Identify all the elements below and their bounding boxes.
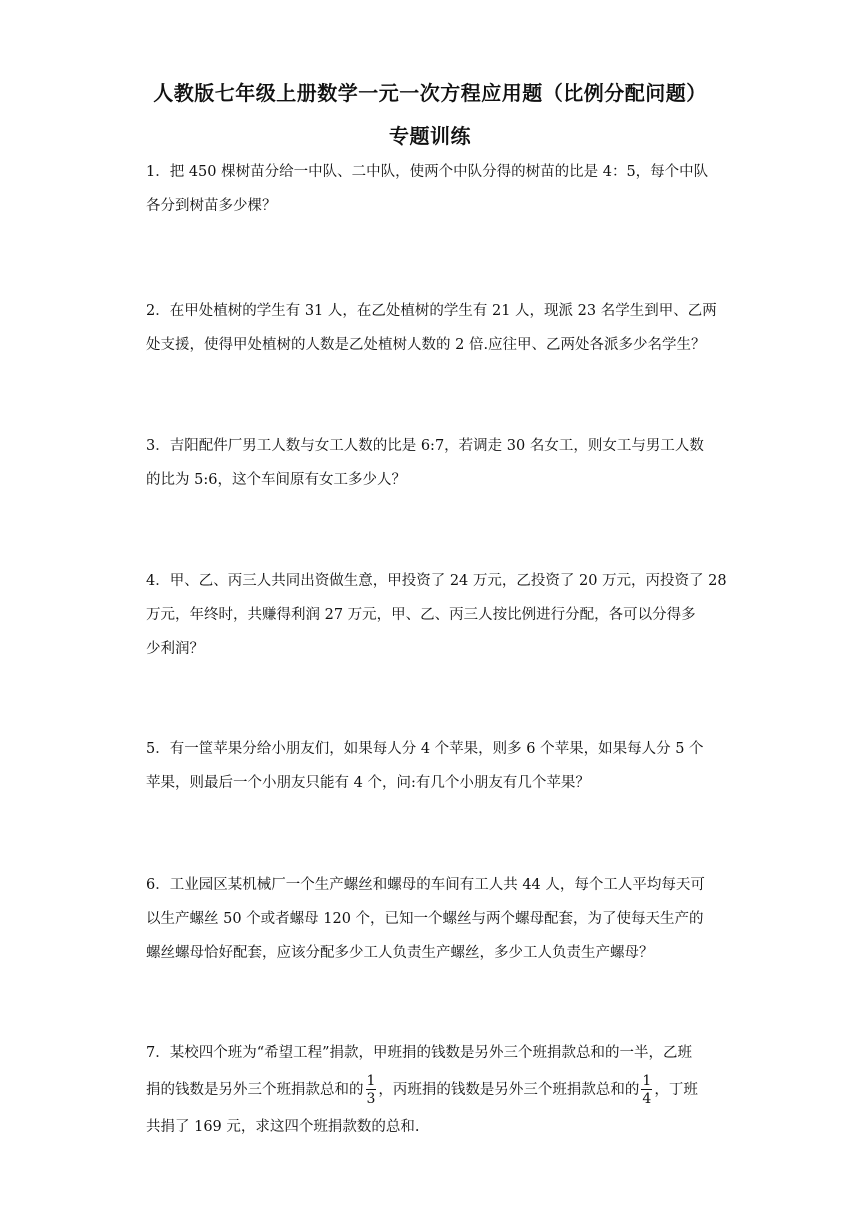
question-6 (146, 868, 716, 970)
fraction-numerator: 1 (366, 1073, 376, 1089)
question-2-line-2: 处支援，使得甲处植树的人数是乙处植树人数的 2 倍.应往甲、乙两处各派多少名学生？ (146, 337, 706, 353)
question-6-line-3: 螺丝螺母恰好配套，应该分配多少工人负责生产螺丝，多少工人负责生产螺母？ (146, 945, 654, 961)
question-5 (146, 732, 716, 800)
question-4-line-2: 万元，年终时，共赚得利润 27 万元，甲、乙、丙三人按比例进行分配，各可以分得多 (146, 607, 696, 623)
question-2 (146, 294, 716, 362)
fraction-denominator: 3 (366, 1091, 376, 1107)
question-1-line-1: 1．把 450 棵树苗分给一中队、二中队，使两个中队分得的树苗的比是 4：5，每个中队 (146, 164, 709, 180)
fraction-one-third (366, 1074, 377, 1106)
question-7-line-2-part-c: ，丁班 (654, 1082, 698, 1098)
question-3-line-1: 3．吉阳配件厂男工人数与女工人数的比是 6:7，若调走 30 名女工，则女工与男工人数 (146, 438, 704, 454)
question-3 (146, 429, 716, 497)
document-title: 人教版七年级上册数学一元一次方程应用题（比例分配问题） (153, 81, 707, 105)
fraction-numerator: 1 (642, 1073, 652, 1089)
fraction-one-quarter (641, 1074, 652, 1106)
question-1 (146, 155, 716, 223)
question-4-line-1: 4．甲、乙、丙三人共同出资做生意，甲投资了 24 万元，乙投资了 20 万元，丙投资了 28 (146, 573, 727, 589)
question-7-line-3: 共捐了 169 元，求这四个班捐款数的总和. (146, 1119, 420, 1135)
question-7-line-1: 7．某校四个班为“希望工程”捐款，甲班捐的钱数是另外三个班捐款总和的一半，乙班 (146, 1045, 693, 1061)
question-4 (146, 564, 727, 666)
question-7-line-2-part-a: 捐的钱数是另外三个班捐款总和的 (146, 1082, 364, 1098)
question-2-line-1: 2．在甲处植树的学生有 31 人，在乙处植树的学生有 21 人，现派 23 名学生到甲、乙两 (146, 303, 717, 319)
question-5-line-1: 5．有一筐苹果分给小朋友们，如果每人分 4 个苹果，则多 6 个苹果，如果每人分 5 个 (146, 741, 704, 757)
question-4-line-3: 少利润？ (146, 641, 204, 657)
document-subtitle: 专题训练 (389, 124, 471, 148)
question-1-line-2: 各分到树苗多少棵？ (146, 198, 277, 214)
question-7-line-2 (146, 1070, 716, 1110)
question-6-line-1: 6．工业园区某机械厂一个生产螺丝和螺母的车间有工人共 44 人，每个工人平均每天可 (146, 877, 705, 893)
question-6-line-2: 以生产螺丝 50 个或者螺母 120 个，已知一个螺丝与两个螺母配套，为了使每天生产的 (146, 911, 704, 927)
question-5-line-2: 苹果，则最后一个小朋友只能有 4 个，问:有几个小朋友有几个苹果？ (146, 775, 590, 791)
question-7 (146, 1036, 716, 1144)
fraction-denominator: 4 (642, 1091, 652, 1107)
question-3-line-2: 的比为 5:6，这个车间原有女工多少人？ (146, 472, 406, 488)
question-7-line-2-part-b: ，丙班捐的钱数是另外三个班捐款总和的 (378, 1082, 640, 1098)
